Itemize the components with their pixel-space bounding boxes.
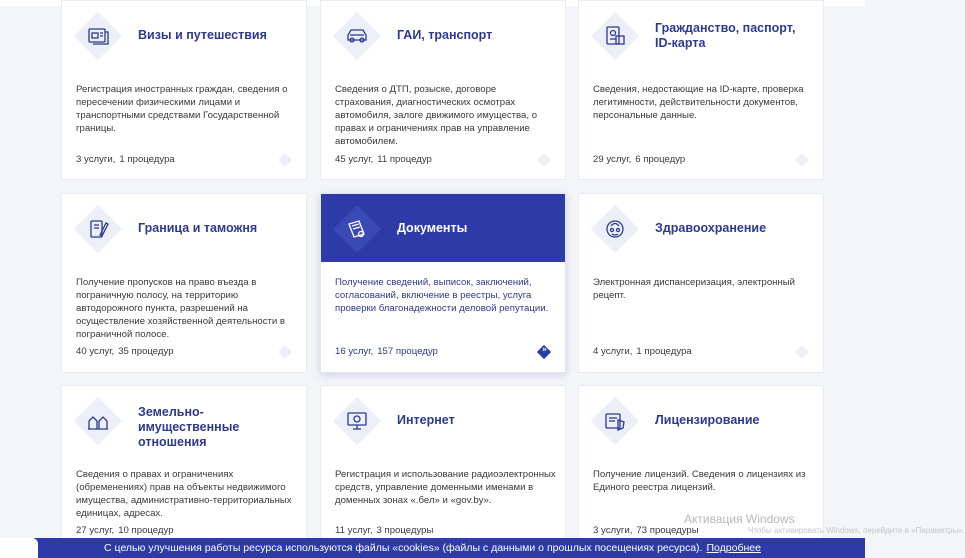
card-counts: 27 услуг, 10 процедур — [76, 525, 174, 536]
card-description: Сведения, недостающие на ID-карте, проверка легитимности, действительности документов, персональные данные. — [593, 84, 804, 121]
go-arrow-icon[interactable] — [278, 345, 292, 359]
card-header — [579, 386, 823, 454]
card-header — [62, 194, 306, 262]
category-card-traffic[interactable] — [320, 0, 566, 180]
customs-icon — [73, 204, 123, 254]
card-title: ГАИ, транспорт — [397, 28, 493, 42]
card-counts: 3 услуги, 73 процедуры — [593, 525, 699, 536]
card-description: Получение пропусков на право въезда в пограничную полосу, на территорию автодорожного пункта, разрешений на осуществление хозяйственной деятельности в пограничной полосе. — [76, 277, 286, 340]
card-counts: 45 услуг, 11 процедур — [335, 154, 432, 165]
card-title: Визы и путешествия — [138, 28, 267, 42]
card-header — [62, 1, 306, 69]
category-card-visas[interactable] — [61, 0, 307, 180]
card-description: Сведения о правах и ограничениях (обременениях) прав на объекты недвижимого имущества, административно-территориальных единицах, адресах. — [76, 469, 292, 519]
internet-icon — [332, 396, 382, 446]
card-description: Регистрация и использование радиоэлектронных средств, управление доменными именами в доменных зонах «.бел» и «gov.by». — [335, 469, 556, 506]
card-title: Гражданство, паспорт, ID-карта — [655, 21, 796, 50]
card-counts: 40 услуг, 35 процедур — [76, 346, 174, 357]
documents-icon — [332, 204, 382, 254]
card-title: Документы — [397, 221, 468, 235]
category-card-internet[interactable] — [320, 385, 566, 555]
card-counts: 16 услуг, 157 процедур — [335, 346, 438, 357]
card-description: Получение сведений, выписок, заключений, согласований, включение в реестры, услуга проверки благонадежности деловой репутации. — [335, 277, 549, 314]
card-title: Здравоохранение — [655, 221, 767, 235]
go-arrow-icon[interactable] — [537, 153, 551, 167]
windows-activation-hint: Чтобы активировать Windows, перейдите в «Параметры». — [748, 526, 965, 535]
card-header — [579, 194, 823, 262]
cookie-more-link[interactable]: Подробнее — [706, 542, 761, 554]
category-card-documents[interactable] — [320, 193, 566, 373]
card-counts: 3 услуги, 1 процедура — [76, 154, 175, 165]
card-title: Граница и таможня — [138, 221, 258, 235]
windows-activation-watermark: Активация Windows — [684, 512, 795, 526]
card-header — [321, 194, 565, 262]
health-icon — [590, 204, 640, 254]
go-arrow-icon[interactable]: » — [537, 345, 551, 359]
card-header — [579, 1, 823, 69]
card-description: Сведения о ДТП, розыске, договоре страхования, диагностических осмотрах автомобиля, залоге движимого имущества, о правах и ограничениях прав на управление автомобилем. — [335, 84, 538, 147]
card-title: Лицензирование — [655, 413, 760, 427]
cookie-banner — [0, 538, 865, 558]
card-description: Регистрация иностранных граждан, сведения о пересечении физическими лицами и транспортными средствами Государственной границы. — [76, 84, 288, 134]
go-arrow-icon[interactable] — [795, 345, 809, 359]
card-header — [321, 386, 565, 454]
category-card-health[interactable] — [578, 193, 824, 373]
card-title: Интернет — [397, 413, 455, 427]
card-counts: 11 услуг, 3 процедуры — [335, 525, 434, 536]
cookie-text: С целью улучшения работы ресурса используются файлы «cookies» (файлы с данными о прошлых посещениях ресурса). — [104, 542, 703, 554]
card-description: Получение лицензий. Сведения о лицензиях из Единого реестра лицензий. — [593, 469, 806, 493]
go-arrow-icon[interactable] — [795, 153, 809, 167]
card-counts: 4 услуги, 1 процедура — [593, 346, 692, 357]
card-counts: 29 услуг, 6 процедур — [593, 154, 686, 165]
license-icon — [590, 396, 640, 446]
category-card-property[interactable] — [61, 385, 307, 555]
category-card-border[interactable] — [61, 193, 307, 373]
car-icon — [332, 11, 382, 61]
cookie-banner-corner — [0, 538, 38, 558]
go-arrow-icon[interactable] — [278, 153, 292, 167]
visa-icon — [73, 11, 123, 61]
card-description: Электронная диспансеризация, электронный рецепт. — [593, 277, 796, 301]
category-card-citizenship[interactable] — [578, 0, 824, 180]
card-title: Земельно-имущественные отношения — [138, 405, 240, 449]
card-header — [62, 386, 306, 454]
property-icon — [73, 396, 123, 446]
card-header — [321, 1, 565, 69]
passport-icon — [590, 11, 640, 61]
